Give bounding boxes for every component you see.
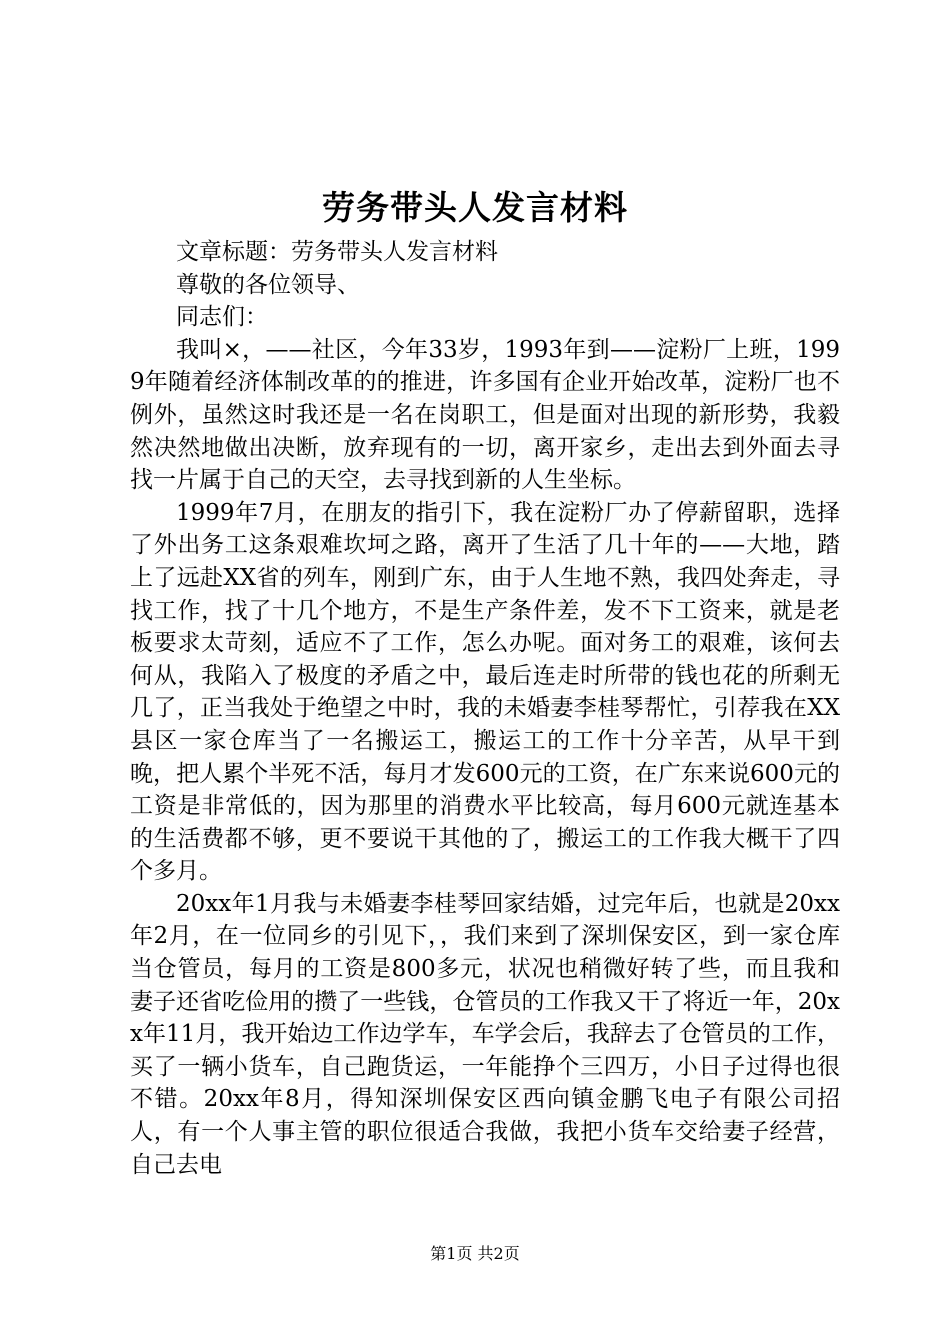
document-title: 劳务带头人发言材料 <box>322 188 628 227</box>
document-body <box>130 236 840 1181</box>
page-footer: 第1页 共2页 <box>430 1244 520 1263</box>
article-title-line: 文章标题：劳务带头人发言材料 <box>176 239 498 265</box>
body-paragraph-2: 1999年7月，在朋友的指引下，我在淀粉厂办了停薪留职，选择了外出务工这条艰难坎坷之路，离开了生活了几十年的——大地，踏上了远赴XX省的列车，刚到广东，由于人生地不熟，我四处奔走，寻找工作，找了十几个地方，不是生产条件差，发不下工资来，就是老板要求太苛刻，适应不了工作，怎么办呢。面对务工的艰难，该何去何从，我陷入了极度的矛盾之中，最后连走时所带的钱也花的所剩无几了，正当我处于绝望之中时，我的未婚妻李桂琴帮忙，引荐我在XX县区一家仓库当了一名搬运工，搬运工的工作十分辛苦，从早干到晚，把人累个半死不活，每月才发600元的工资，在广东来说600元的工资是非常低的，因为那里的消费水平比较高，每月600元就连基本的生活费都不够，更不要说干其他的了，搬运工的工作我大概干了四个多月。 <box>130 499 840 885</box>
body-paragraph-1: 我叫×，——社区，今年33岁，1993年到——淀粉厂上班，1999年随着经济体制改革的的推进，许多国有企业开始改革，淀粉厂也不例外，虽然这时我还是一名在岗职工，但是面对出现的新形势，我毅然决然地做出决断，放弃现有的一切，离开家乡，走出去到外面去寻找一片属于自己的天空，去寻找到新的人生坐标。 <box>130 336 840 494</box>
salutation-line-1: 尊敬的各位领导、 <box>176 271 360 298</box>
body-paragraph-3: 20xx年1月我与未婚妻李桂琴回家结婚，过完年后，也就是20xx年2月，在一位同乡的引见下，，我们来到了深圳保安区，到一家仓库当仓管员，每月的工资是800多元，状况也稍微好转了些，而且我和妻子还省吃俭用的攒了一些钱，仓管员的工作我又干了将近一年，20xx年11月，我开始边工作边学车，车学会后，我辞去了仓管员的工作，买了一辆小货车，自己跑货运，一年能挣个三四万，小日子过得也很不错。20xx年8月，得知深圳保安区西向镇金鹏飞电子有限公司招人，有一个人事主管的职位很适合我做，我把小货车交给妻子经营，自己去电 <box>130 890 840 1178</box>
salutation-line-2: 同志们： <box>176 304 268 331</box>
